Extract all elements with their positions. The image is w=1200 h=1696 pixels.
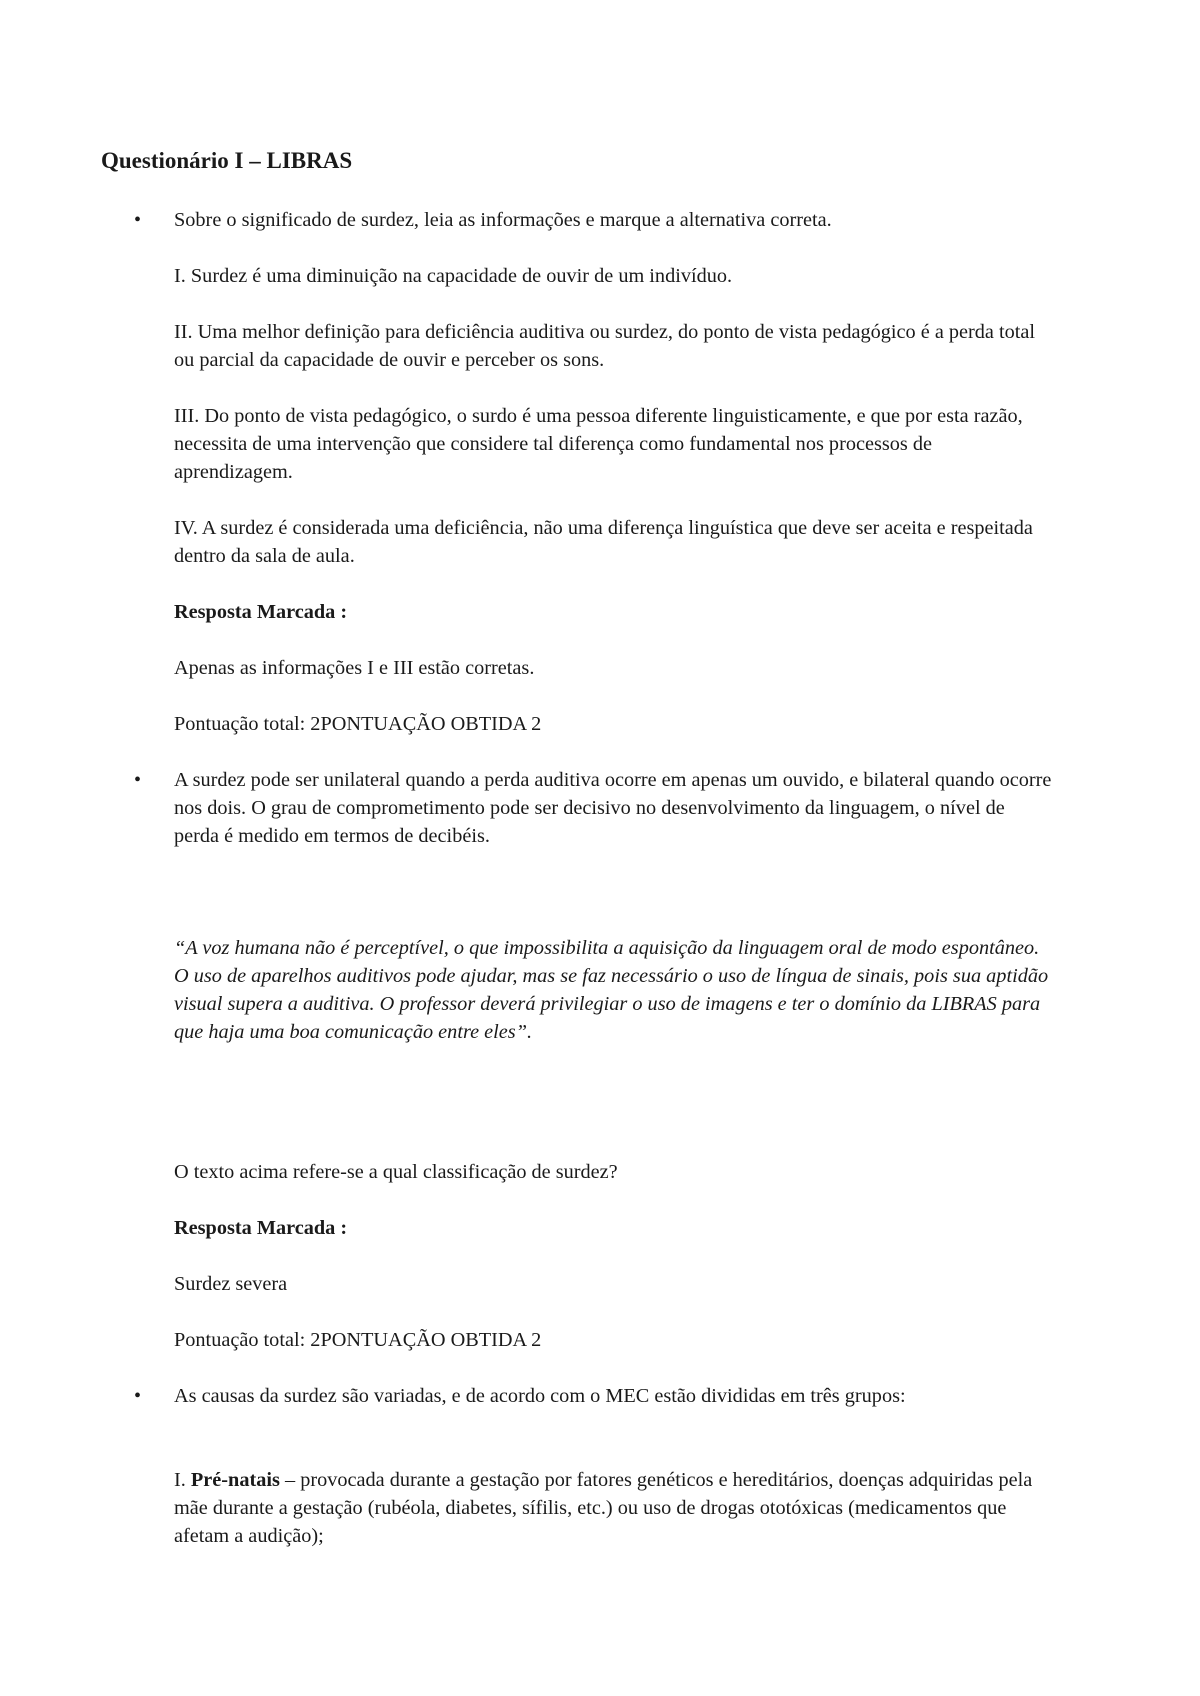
q3-item-1-text: – provocada durante a gestação por fatores genéticos e hereditários, doenças adquiridas pela mãe durante a gestação (rubéola, diabetes, sífilis, etc.) ou uso de drogas ototóxicas (medicamentos que afetam a audição);: [174, 1469, 1033, 1547]
q2-answer: Surdez severa: [174, 1273, 288, 1295]
q2-quote: “A voz humana não é perceptível, o que impossibilita a aquisição da linguagem oral de modo espontâneo. O uso de aparelhos auditivos pode ajudar, mas se faz necessário o uso de língua de sinais, pois sua aptidão visual supera a auditiva. O professor deverá privilegiar o uso de imagens e ter o domínio da LIBRAS para que haja uma boa comunicação entre eles”.: [174, 937, 1049, 1043]
q3-prompt: As causas da surdez são variadas, e de acordo com o MEC estão divididas em três grupos:: [174, 1385, 906, 1407]
q3-item-1-term: Pré-natais: [190, 1469, 280, 1491]
q2-answer-label: Resposta Marcada :: [174, 1217, 348, 1239]
q1-item-3: III. Do ponto de vista pedagógico, o surdo é uma pessoa diferente linguisticamente, e que por esta razão, necessita de uma intervenção que considere tal diferença como fundamental nos processos de aprendizagem.: [174, 405, 1023, 483]
q1-item-2: II. Uma melhor definição para deficiência auditiva ou surdez, do ponto de vista pedagógico é a perda total ou parcial da capacidade de ouvir e perceber os sons.: [174, 321, 1036, 371]
document-title: Questionário I – LIBRAS: [101, 148, 353, 173]
q3-item-1-prefix: I.: [174, 1469, 191, 1491]
q1-score: Pontuação total: 2PONTUAÇÃO OBTIDA 2: [174, 713, 542, 735]
bullet-icon: •: [134, 1385, 142, 1407]
q1-item-4: IV. A surdez é considerada uma deficiência, não uma diferença linguística que deve ser aceita e respeitada dentro da sala de aula.: [174, 517, 1033, 567]
q1-item-1: I. Surdez é uma diminuição na capacidade de ouvir de um indivíduo.: [174, 265, 733, 287]
q2-question: O texto acima refere-se a qual classificação de surdez?: [174, 1161, 618, 1183]
bullet-icon: •: [134, 209, 142, 231]
bullet-icon: •: [134, 769, 142, 791]
q3-item-1: [174, 1466, 1054, 1550]
q2-prompt: A surdez pode ser unilateral quando a perda auditiva ocorre em apenas um ouvido, e bilateral quando ocorre nos dois. O grau de comprometimento pode ser decisivo no desenvolvimento da linguagem, o nível de perda é medido em termos de decibéis.: [174, 769, 1052, 847]
q1-prompt: Sobre o significado de surdez, leia as informações e marque a alternativa correta.: [174, 209, 832, 231]
q2-score: Pontuação total: 2PONTUAÇÃO OBTIDA 2: [174, 1329, 542, 1351]
q1-answer-label: Resposta Marcada :: [174, 601, 348, 623]
q1-answer: Apenas as informações I e III estão corretas.: [174, 657, 535, 679]
